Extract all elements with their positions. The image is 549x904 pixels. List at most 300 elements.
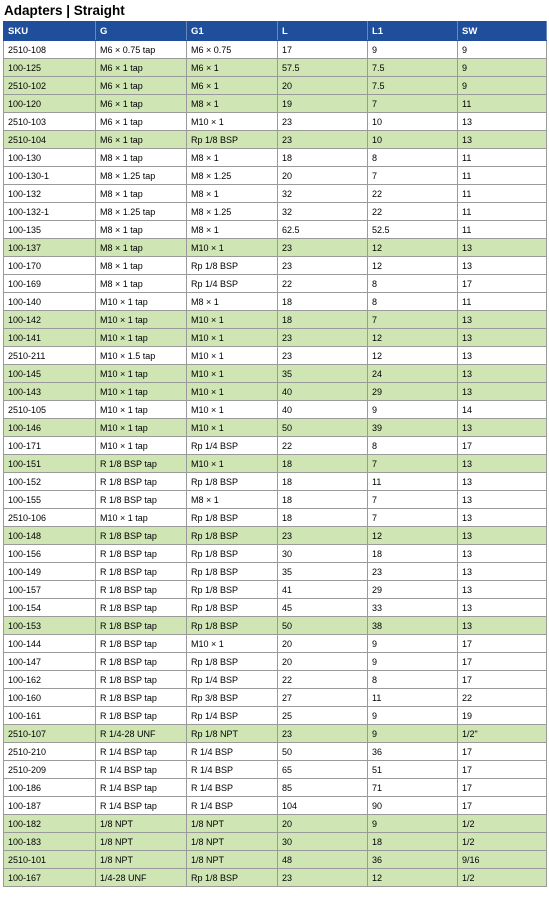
cell-l1: 10: [368, 113, 458, 131]
cell-g1: Rp 1/8 NPT: [187, 725, 278, 743]
table-row: [4, 149, 547, 167]
cell-g1: Rp 1/4 BSP: [187, 275, 278, 293]
cell-sw: 13: [458, 491, 547, 509]
cell-l: 20: [278, 815, 368, 833]
cell-l: 20: [278, 77, 368, 95]
table-row: [4, 671, 547, 689]
cell-sw: 17: [458, 761, 547, 779]
cell-l: 57.5: [278, 59, 368, 77]
cell-sw: 13: [458, 365, 547, 383]
cell-g: R 1/8 BSP tap: [96, 545, 187, 563]
cell-l: 27: [278, 689, 368, 707]
cell-g: M6 × 0.75 tap: [96, 41, 187, 59]
cell-g: R 1/4 BSP tap: [96, 779, 187, 797]
cell-l: 20: [278, 167, 368, 185]
cell-l1: 29: [368, 383, 458, 401]
cell-sku: 100-144: [4, 635, 96, 653]
cell-sku: 100-171: [4, 437, 96, 455]
cell-g1: R 1/4 BSP: [187, 797, 278, 815]
cell-sw: 13: [458, 617, 547, 635]
cell-l1: 52.5: [368, 221, 458, 239]
cell-sku: 100-170: [4, 257, 96, 275]
cell-sku: 100-156: [4, 545, 96, 563]
cell-g: M10 × 1 tap: [96, 419, 187, 437]
adapters-table: [3, 21, 547, 887]
cell-sw: 19: [458, 707, 547, 725]
table-row: [4, 41, 547, 59]
table-row: [4, 779, 547, 797]
cell-sw: 13: [458, 131, 547, 149]
cell-sw: 13: [458, 257, 547, 275]
cell-sku: 2510-107: [4, 725, 96, 743]
cell-g1: Rp 1/8 BSP: [187, 869, 278, 887]
cell-l1: 39: [368, 419, 458, 437]
cell-l1: 7: [368, 95, 458, 113]
cell-l1: 12: [368, 329, 458, 347]
table-row: [4, 77, 547, 95]
cell-l1: 24: [368, 365, 458, 383]
cell-l: 104: [278, 797, 368, 815]
cell-sw: 13: [458, 239, 547, 257]
cell-sw: 11: [458, 221, 547, 239]
cell-sw: 1/2: [458, 833, 547, 851]
cell-sw: 11: [458, 167, 547, 185]
table-row: [4, 707, 547, 725]
cell-l: 23: [278, 329, 368, 347]
cell-g1: M6 × 1: [187, 77, 278, 95]
cell-l1: 38: [368, 617, 458, 635]
table-row: [4, 725, 547, 743]
table-row: [4, 131, 547, 149]
cell-sw: 1/2: [458, 869, 547, 887]
cell-sw: 17: [458, 653, 547, 671]
cell-sku: 100-148: [4, 527, 96, 545]
cell-sw: 9: [458, 77, 547, 95]
cell-sku: 2510-209: [4, 761, 96, 779]
cell-sku: 100-147: [4, 653, 96, 671]
cell-sw: 13: [458, 419, 547, 437]
table-row: [4, 113, 547, 131]
table-row: [4, 185, 547, 203]
cell-l1: 9: [368, 41, 458, 59]
cell-sw: 22: [458, 689, 547, 707]
table-row: [4, 311, 547, 329]
cell-g1: 1/8 NPT: [187, 851, 278, 869]
cell-sku: 100-145: [4, 365, 96, 383]
cell-sku: 100-167: [4, 869, 96, 887]
cell-g: M8 × 1 tap: [96, 149, 187, 167]
cell-sw: 17: [458, 743, 547, 761]
column-header-sku: SKU: [4, 22, 96, 41]
cell-g1: M8 × 1: [187, 149, 278, 167]
cell-sw: 1/2": [458, 725, 547, 743]
cell-l: 32: [278, 203, 368, 221]
cell-g: M10 × 1 tap: [96, 437, 187, 455]
cell-sku: 100-187: [4, 797, 96, 815]
cell-g: M6 × 1 tap: [96, 131, 187, 149]
cell-g: R 1/8 BSP tap: [96, 473, 187, 491]
cell-g1: M8 × 1: [187, 95, 278, 113]
table-row: [4, 599, 547, 617]
cell-g: M8 × 1 tap: [96, 275, 187, 293]
cell-sku: 2510-106: [4, 509, 96, 527]
cell-g: R 1/8 BSP tap: [96, 455, 187, 473]
cell-l1: 7: [368, 509, 458, 527]
cell-sw: 13: [458, 329, 547, 347]
cell-g: M8 × 1 tap: [96, 257, 187, 275]
cell-g1: Rp 3/8 BSP: [187, 689, 278, 707]
cell-l: 18: [278, 473, 368, 491]
cell-g: 1/8 NPT: [96, 851, 187, 869]
cell-sku: 100-153: [4, 617, 96, 635]
cell-sw: 13: [458, 113, 547, 131]
table-row: [4, 275, 547, 293]
table-row: [4, 167, 547, 185]
cell-sku: 100-146: [4, 419, 96, 437]
cell-l1: 8: [368, 275, 458, 293]
cell-g: M6 × 1 tap: [96, 77, 187, 95]
cell-g: M10 × 1 tap: [96, 311, 187, 329]
table-row: [4, 581, 547, 599]
cell-l1: 29: [368, 581, 458, 599]
cell-l1: 9: [368, 401, 458, 419]
cell-l1: 11: [368, 473, 458, 491]
cell-sku: 100-135: [4, 221, 96, 239]
cell-l: 22: [278, 671, 368, 689]
cell-l1: 9: [368, 707, 458, 725]
cell-g: 1/8 NPT: [96, 815, 187, 833]
cell-sw: 13: [458, 563, 547, 581]
cell-g: R 1/4 BSP tap: [96, 743, 187, 761]
cell-sw: 11: [458, 95, 547, 113]
table-row: [4, 815, 547, 833]
cell-l1: 9: [368, 815, 458, 833]
cell-l1: 7: [368, 167, 458, 185]
cell-g1: M6 × 1: [187, 59, 278, 77]
cell-sku: 100-157: [4, 581, 96, 599]
cell-l1: 11: [368, 689, 458, 707]
cell-sku: 2510-211: [4, 347, 96, 365]
cell-g: M10 × 1 tap: [96, 383, 187, 401]
cell-g: R 1/8 BSP tap: [96, 671, 187, 689]
cell-g1: M8 × 1: [187, 221, 278, 239]
table-header-row: [4, 22, 547, 41]
cell-sw: 17: [458, 797, 547, 815]
table-row: [4, 347, 547, 365]
cell-g1: M8 × 1: [187, 491, 278, 509]
cell-sw: 1/2: [458, 815, 547, 833]
cell-sku: 100-160: [4, 689, 96, 707]
cell-sku: 100-142: [4, 311, 96, 329]
table-row: [4, 527, 547, 545]
table-row: [4, 491, 547, 509]
cell-l: 40: [278, 383, 368, 401]
cell-l: 41: [278, 581, 368, 599]
cell-sku: 2510-105: [4, 401, 96, 419]
cell-g1: M8 × 1.25: [187, 167, 278, 185]
cell-g1: M8 × 1: [187, 185, 278, 203]
cell-sw: 13: [458, 527, 547, 545]
cell-sku: 100-169: [4, 275, 96, 293]
cell-sku: 100-125: [4, 59, 96, 77]
cell-g: R 1/4 BSP tap: [96, 797, 187, 815]
cell-l1: 8: [368, 293, 458, 311]
cell-g: M8 × 1.25 tap: [96, 203, 187, 221]
cell-sw: 13: [458, 347, 547, 365]
cell-l1: 90: [368, 797, 458, 815]
cell-sku: 100-137: [4, 239, 96, 257]
cell-sw: 9: [458, 59, 547, 77]
table-row: [4, 221, 547, 239]
cell-l1: 8: [368, 437, 458, 455]
cell-g1: M10 × 1: [187, 455, 278, 473]
cell-sku: 100-182: [4, 815, 96, 833]
cell-l1: 12: [368, 257, 458, 275]
cell-l1: 10: [368, 131, 458, 149]
cell-g: 1/8 NPT: [96, 833, 187, 851]
table-row: [4, 419, 547, 437]
cell-g: R 1/8 BSP tap: [96, 707, 187, 725]
table-row: [4, 401, 547, 419]
cell-g1: R 1/4 BSP: [187, 743, 278, 761]
cell-l1: 71: [368, 779, 458, 797]
cell-sku: 100-120: [4, 95, 96, 113]
cell-l: 30: [278, 545, 368, 563]
cell-l1: 51: [368, 761, 458, 779]
cell-g1: M10 × 1: [187, 635, 278, 653]
cell-g: R 1/8 BSP tap: [96, 491, 187, 509]
cell-sku: 100-132-1: [4, 203, 96, 221]
cell-g: M10 × 1 tap: [96, 509, 187, 527]
cell-g: R 1/8 BSP tap: [96, 635, 187, 653]
cell-sw: 13: [458, 545, 547, 563]
cell-sku: 2510-210: [4, 743, 96, 761]
cell-g: R 1/8 BSP tap: [96, 599, 187, 617]
cell-l: 50: [278, 743, 368, 761]
table-row: [4, 509, 547, 527]
cell-g: M8 × 1 tap: [96, 185, 187, 203]
cell-l: 18: [278, 149, 368, 167]
cell-l: 50: [278, 617, 368, 635]
cell-sku: 2510-102: [4, 77, 96, 95]
table-row: [4, 203, 547, 221]
cell-l: 19: [278, 95, 368, 113]
cell-l: 25: [278, 707, 368, 725]
cell-l: 23: [278, 257, 368, 275]
cell-l: 23: [278, 113, 368, 131]
table-row: [4, 743, 547, 761]
cell-l: 85: [278, 779, 368, 797]
table-row: [4, 851, 547, 869]
cell-g: R 1/8 BSP tap: [96, 527, 187, 545]
cell-sku: 100-130-1: [4, 167, 96, 185]
cell-sku: 2510-101: [4, 851, 96, 869]
table-row: [4, 329, 547, 347]
cell-g: R 1/8 BSP tap: [96, 689, 187, 707]
cell-sku: 100-155: [4, 491, 96, 509]
cell-sku: 100-130: [4, 149, 96, 167]
cell-g: R 1/8 BSP tap: [96, 563, 187, 581]
cell-sku: 100-152: [4, 473, 96, 491]
cell-l: 40: [278, 401, 368, 419]
cell-l: 20: [278, 653, 368, 671]
cell-l1: 23: [368, 563, 458, 581]
cell-l1: 9: [368, 635, 458, 653]
cell-g1: Rp 1/8 BSP: [187, 131, 278, 149]
cell-g: R 1/4 BSP tap: [96, 761, 187, 779]
cell-l1: 7: [368, 311, 458, 329]
cell-sw: 13: [458, 581, 547, 599]
cell-g1: M10 × 1: [187, 383, 278, 401]
cell-g1: R 1/4 BSP: [187, 761, 278, 779]
cell-g: M10 × 1 tap: [96, 401, 187, 419]
cell-g: M8 × 1.25 tap: [96, 167, 187, 185]
cell-g1: Rp 1/8 BSP: [187, 509, 278, 527]
cell-sw: 11: [458, 149, 547, 167]
cell-l1: 7: [368, 491, 458, 509]
cell-g1: R 1/4 BSP: [187, 779, 278, 797]
cell-l: 18: [278, 293, 368, 311]
cell-l: 23: [278, 725, 368, 743]
cell-g1: Rp 1/4 BSP: [187, 437, 278, 455]
cell-g1: M8 × 1: [187, 293, 278, 311]
cell-l: 23: [278, 527, 368, 545]
table-row: [4, 869, 547, 887]
cell-l: 18: [278, 311, 368, 329]
cell-g1: Rp 1/8 BSP: [187, 257, 278, 275]
cell-l: 20: [278, 635, 368, 653]
cell-g1: M6 × 0.75: [187, 41, 278, 59]
table-row: [4, 383, 547, 401]
cell-sku: 100-140: [4, 293, 96, 311]
cell-l1: 12: [368, 869, 458, 887]
cell-l: 23: [278, 131, 368, 149]
cell-sku: 100-151: [4, 455, 96, 473]
cell-l1: 8: [368, 671, 458, 689]
cell-sku: 100-183: [4, 833, 96, 851]
cell-g1: Rp 1/8 BSP: [187, 563, 278, 581]
table-row: [4, 833, 547, 851]
column-header-l: L: [278, 22, 368, 41]
cell-g: M10 × 1 tap: [96, 329, 187, 347]
cell-l1: 7.5: [368, 77, 458, 95]
cell-l: 30: [278, 833, 368, 851]
cell-sw: 17: [458, 635, 547, 653]
cell-g: R 1/8 BSP tap: [96, 617, 187, 635]
cell-g1: Rp 1/4 BSP: [187, 707, 278, 725]
table-row: [4, 257, 547, 275]
cell-l: 17: [278, 41, 368, 59]
cell-sw: 17: [458, 437, 547, 455]
table-row: [4, 59, 547, 77]
table-row: [4, 545, 547, 563]
cell-g: M8 × 1 tap: [96, 221, 187, 239]
cell-l: 65: [278, 761, 368, 779]
cell-l1: 12: [368, 239, 458, 257]
cell-l: 62.5: [278, 221, 368, 239]
table-row: [4, 563, 547, 581]
cell-g1: M10 × 1: [187, 419, 278, 437]
cell-sw: 13: [458, 455, 547, 473]
cell-g: R 1/8 BSP tap: [96, 653, 187, 671]
column-header-l1: L1: [368, 22, 458, 41]
cell-sw: 13: [458, 311, 547, 329]
cell-l1: 7.5: [368, 59, 458, 77]
cell-l1: 22: [368, 185, 458, 203]
table-row: [4, 635, 547, 653]
cell-sw: 17: [458, 275, 547, 293]
cell-g: M6 × 1 tap: [96, 95, 187, 113]
column-header-g: G: [96, 22, 187, 41]
cell-sw: 11: [458, 293, 547, 311]
table-row: [4, 797, 547, 815]
cell-sku: 100-186: [4, 779, 96, 797]
cell-sw: 17: [458, 671, 547, 689]
cell-g: R 1/4-28 UNF: [96, 725, 187, 743]
table-row: [4, 653, 547, 671]
cell-sw: 13: [458, 473, 547, 491]
cell-l: 35: [278, 365, 368, 383]
cell-l1: 18: [368, 833, 458, 851]
cell-sku: 2510-108: [4, 41, 96, 59]
cell-sw: 17: [458, 779, 547, 797]
cell-g1: M10 × 1: [187, 401, 278, 419]
cell-g: M10 × 1 tap: [96, 293, 187, 311]
cell-sw: 13: [458, 509, 547, 527]
cell-g1: Rp 1/8 BSP: [187, 581, 278, 599]
column-header-g1: G1: [187, 22, 278, 41]
cell-sku: 2510-103: [4, 113, 96, 131]
cell-l1: 12: [368, 347, 458, 365]
cell-sku: 100-162: [4, 671, 96, 689]
cell-l: 23: [278, 347, 368, 365]
cell-l: 35: [278, 563, 368, 581]
table-row: [4, 95, 547, 113]
table-row: [4, 617, 547, 635]
cell-l: 22: [278, 275, 368, 293]
cell-l1: 18: [368, 545, 458, 563]
cell-sw: 11: [458, 203, 547, 221]
cell-g1: 1/8 NPT: [187, 815, 278, 833]
table-row: [4, 455, 547, 473]
table-row: [4, 437, 547, 455]
cell-l: 23: [278, 869, 368, 887]
cell-l: 18: [278, 491, 368, 509]
cell-sw: 9/16: [458, 851, 547, 869]
cell-sw: 9: [458, 41, 547, 59]
cell-sw: 13: [458, 383, 547, 401]
table-row: [4, 239, 547, 257]
cell-g1: M10 × 1: [187, 329, 278, 347]
cell-g1: 1/8 NPT: [187, 833, 278, 851]
cell-sku: 100-141: [4, 329, 96, 347]
cell-g1: M10 × 1: [187, 347, 278, 365]
cell-sku: 100-149: [4, 563, 96, 581]
cell-g1: M10 × 1: [187, 311, 278, 329]
cell-l1: 36: [368, 851, 458, 869]
cell-g1: M8 × 1.25: [187, 203, 278, 221]
cell-sku: 100-161: [4, 707, 96, 725]
cell-g1: Rp 1/8 BSP: [187, 527, 278, 545]
cell-g: M6 × 1 tap: [96, 59, 187, 77]
table-row: [4, 293, 547, 311]
cell-g1: M10 × 1: [187, 113, 278, 131]
cell-sku: 2510-104: [4, 131, 96, 149]
table-row: [4, 689, 547, 707]
table-row: [4, 365, 547, 383]
cell-g1: Rp 1/8 BSP: [187, 473, 278, 491]
column-header-sw: SW: [458, 22, 547, 41]
